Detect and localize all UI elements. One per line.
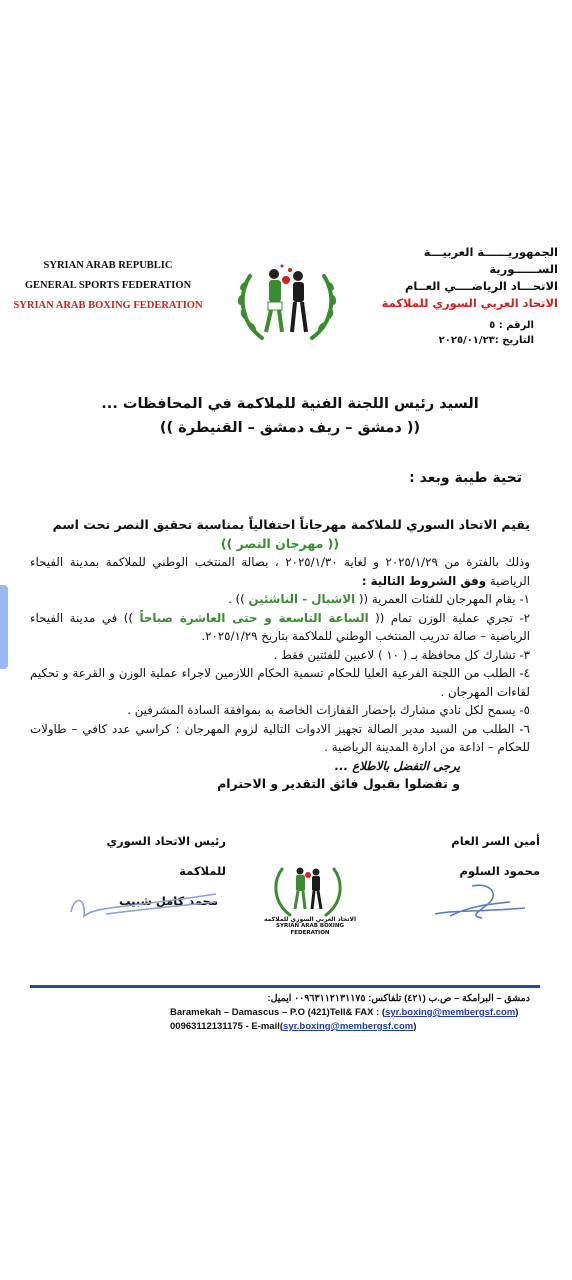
condition-item-2 [30,609,530,646]
body-intro: يقيم الاتحاد السوري للملاكمة مهرجاناً احتفالياً بمناسبة تحقيق النصر تحت اسم [52,517,530,532]
phone-text: 00963112131175 - E-mail( [170,1021,284,1032]
item1-end: )) . [228,592,245,606]
addressee-line2: (( دمشق – ريف دمشق – القنيطرة )) [159,420,421,436]
festival-name: (( مهرجان النصر )) [220,535,340,551]
side-scroll-tab[interactable] [0,585,8,669]
reference-date: التاريخ :٢٠٢٥/٠١/٢٣ [438,335,534,346]
en-general-sports-federation: GENERAL SPORTS FEDERATION [24,280,192,291]
item1-highlight: الاشبال - الناشئين [248,592,356,606]
item2-highlight: الساعة التاسعة و حتى العاشرة صباحاً [139,610,369,625]
footer-en-address [150,1006,530,1020]
secretary-name: محمود السلوم [459,864,540,878]
condition-item-4: ٤- الطلب من اللجنة الفرعية العليا للحكام تسمية الحكام اللازمين لاجراء عملية الوزن و القرعة و تحكيم لقاءات المهرجان . [30,666,530,699]
en-boxing-federation: SYRIAN ARAB BOXING FEDERATION [13,300,203,311]
footer [150,992,530,1034]
president-title: رئيس الاتحاد السوري للملاكمة [106,834,226,878]
footer-ar-address: دمشق – البرامكة – ص.ب (٤٢١) تلفاكس: ٠٠٩٦٣١١٢١٣١١٧٥ ايميل: [267,993,530,1004]
reference-block [439,318,534,348]
reference-number: الرقم : ٥ [489,320,534,331]
body-period [30,553,530,590]
conditions-label: وفق الشروط التالية : [361,573,487,588]
ar-general-sports-federation: الاتحـــاد الرياضــــي العــام [404,279,558,293]
stamp-caption [262,916,358,937]
arabic-letterhead [358,244,558,312]
period-text: وذلك بالفترة من ٢٠٢٥/١/٢٩ و لغاية ٢٠٢٥/١/٣٠ ، بصالة المنتخب الوطني للملاكمة بمدينة الفيحاء الرياضية [30,555,530,588]
email-link[interactable]: syr.boxing@membergsf.com [385,1007,516,1018]
closing: و تفضلوا بقبول فائق التقدير و الاحترام [217,776,460,791]
ar-country: الجمهوريــــــة العربيـــة الســــــورية [423,245,558,276]
condition-item-1 [30,590,530,609]
condition-item-3: ٣- تشارك كل محافظة بـ ( ١٠ ) لاعبين للفئتين فقط . [273,647,530,662]
footer-rule [30,985,540,988]
stamp-en: SYRIAN ARAB BOXING FEDERATION [276,923,344,936]
condition-item-6: ٦- الطلب من السيد مدير الصالة تجهيز الادوات التالية لزوم المهرجان : كراسي عدد كافي – طاولات للحكام – اذاعة من ادارة المدينة الرياضية . [30,721,530,754]
addressee-line1: السيد رئيس اللجنة الفنية للملاكمة في المحافظات ... [101,396,479,412]
item2-text: ٢- تجري عملية الوزن تمام (( [375,610,531,625]
stamp-ar: الاتحاد العربي السوري للملاكمة [263,916,356,923]
federation-logo [232,252,342,348]
please-note: يرجى التفضل بالاطلاع ... [334,758,460,773]
greeting: تحية طيبة وبعد : [409,470,522,486]
item2-end: )) في مدينة الفيحاء الرياضية – صالة تدريب المنتخب الوطني للملاكمة بتاريخ ٢٠٢٥/١/٢٩. [30,610,530,643]
condition-item-5: ٥- يسمح لكل نادي مشارك بإحضار القفازات الخاصة به بموافقة السادة المشرفين . [127,703,530,717]
email-link-2[interactable]: syr.boxing@membergsf.com [283,1021,414,1032]
president-signature [66,886,226,926]
addressee [40,392,540,440]
item1-text: ١- يقام المهرجان للفئات العمرية (( [358,592,530,606]
phone-end: ) [413,1021,417,1032]
letter-body [30,516,530,794]
secretary-title: أمين السر العام [451,834,540,848]
footer-phone [150,1020,530,1034]
english-letterhead [8,256,208,316]
en-country: SYRIAN ARAB REPUBLIC [43,260,173,271]
ar-boxing-federation: الاتحاد العربي السوري للملاكمة [381,296,558,310]
en-address-end: ) [515,1007,519,1018]
president-name: محمد كامل شبيب [118,894,218,908]
secretary-signature [430,876,530,926]
en-address-text: Baramekah – Damascus – P.O (421)Tell& FAX : ( [170,1007,386,1018]
